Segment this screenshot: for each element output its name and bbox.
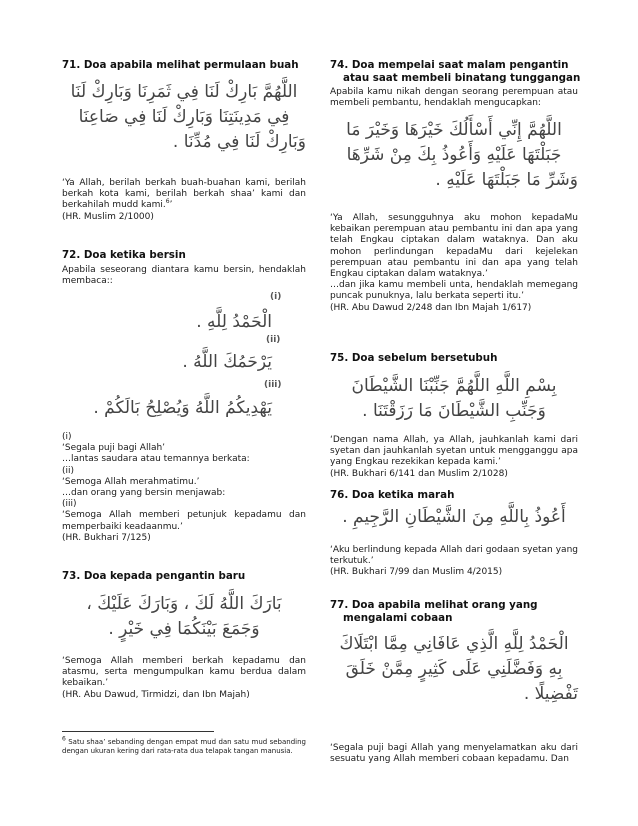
arabic-line: الْحَمْدُ لِلَّهِ الَّذِي عَافَانِي مِمَّا ابْتَلَاكَ	[339, 634, 569, 654]
section-76-title: 76. Doa ketika marah	[330, 489, 455, 501]
section-74-translation	[330, 213, 578, 314]
footnote-ref: 6	[165, 198, 170, 206]
text-line: (ii)	[62, 465, 75, 476]
arabic-i: الْحَمْدُ لِلَّهِ .	[196, 312, 272, 332]
translation-text: ‘Ya Allah, sesungguhnya aku mohon kepadaMu kebaikan perempuan atau pembantu ini dan apa yang telah Engkau ciptakan dalam wataknya. Dan aku mohon perlindungan kepadaMu dari kejelekan perempuan atau pembantu ini dan apa yang telah Engkau ciptakan dalam wataknya.’	[330, 213, 578, 280]
section-76-translation	[330, 545, 578, 579]
section-77-arabic	[330, 632, 578, 707]
arabic-line: بَارَكَ اللَّهُ لَكَ ، وَبَارَكَ عَلَيْكَ ،	[86, 594, 282, 614]
section-73-arabic	[62, 592, 306, 642]
arabic-line: وَشَرِّ مَا جَبَلْتَهَا عَلَيْهِ .	[435, 170, 578, 190]
arabic-line: تَفْضِيلًا .	[523, 684, 578, 704]
arabic-line: اللَّهُمَّ بَارِكْ لَنَا فِي ثَمَرِنَا وَبَارِكْ لَنَا	[70, 82, 298, 102]
hadith-reference: (HR. Abu Dawud 2/248 dan Ibn Majah 1/617)	[330, 302, 532, 313]
translation-text: ‘Segala puji bagi Allah yang menyelamatkan aku dari sesuatu yang Allah memberi cobaan kepadamu. Dan	[330, 743, 578, 765]
text-line: …lantas saudara atau temannya berkata:	[62, 454, 250, 465]
hadith-reference: (HR. Abu Dawud, Tirmidzi, dan Ibn Majah)	[62, 689, 250, 700]
hadith-reference: (HR. Bukhari 7/125)	[62, 532, 151, 543]
footnote-divider	[62, 731, 214, 732]
section-74-intro: Apabila kamu nikah dengan seorang perempuan atau membeli pembantu, hendaklah mengucapkan:	[330, 87, 578, 109]
section-77-title: 77. Doa apabila melihat orang yang mengalami cobaan	[330, 599, 538, 624]
section-72-intro: Apabila seseorang diantara kamu bersin, hendaklah membaca::	[62, 265, 306, 287]
arabic-line: بِهِ وَفَضَّلَنِي عَلَى كَثِيرٍ مِمَّنْ خَلَقَ	[345, 659, 563, 679]
hadith-reference: (HR. Muslim 2/1000)	[62, 211, 154, 222]
footnote-number: 6	[62, 735, 66, 743]
text-line: ‘Segala puji bagi Allah’	[62, 443, 166, 454]
section-71-arabic	[62, 80, 306, 155]
arabic-line: وَبَارِكْ لَنَا فِي مُدِّنَا .	[172, 132, 306, 152]
arabic-line: وَجَنِّبِ الشَّيْطَانَ مَا رَزَقْتَنَا .	[362, 401, 546, 421]
text-line: ‘Semoga Allah memberi petunjuk kepadamu dan memperbaiki keadaanmu.’	[62, 510, 306, 532]
translation-text: …dan jika kamu membeli unta, hendaklah memegang puncak punuknya, lalu berkata seperti itu.’	[330, 280, 578, 302]
section-75-title: 75. Doa sebelum bersetubuh	[330, 352, 498, 364]
hadith-reference: (HR. Bukhari 7/99 dan Muslim 4/2015)	[330, 567, 503, 578]
section-77-translation	[330, 743, 578, 765]
section-75-translation	[330, 435, 578, 480]
section-71-title: 71. Doa apabila melihat permulaan buah	[62, 59, 299, 71]
arabic-line: وَجَمَعَ بَيْنَكُمَا فِي خَيْرٍ .	[108, 619, 260, 639]
label-ii: (ii)	[266, 335, 281, 345]
label-i: (i)	[270, 292, 282, 302]
arabic-ii: يَرْحَمُكَ اللَّهُ .	[182, 352, 272, 372]
text-line: (iii)	[62, 499, 77, 510]
section-73-translation	[62, 656, 306, 701]
text-line: (i)	[62, 432, 72, 442]
section-76-arabic: أَعُوذُ بِاللَّهِ مِنَ الشَّيْطَانِ الرَّجِيمِ .	[342, 507, 566, 527]
translation-text: ‘Dengan nama Allah, ya Allah, jauhkanlah kami dari syetan dan jauhkanlah syetan untuk mengganggu apa yang Engkau rezekikan kepada kami.’	[330, 435, 578, 468]
arabic-line: بِسْمِ اللَّهِ اللَّهُمَّ جَنِّبْنَا الشَّيْطَانَ	[351, 376, 557, 396]
section-75-arabic	[330, 374, 578, 424]
section-74-title: 74. Doa mempelai saat malam pengantin atau saat membeli binatang tunggangan	[330, 59, 581, 84]
text-line: ‘Semoga Allah merahmatimu.’	[62, 476, 200, 487]
footnote	[62, 735, 306, 756]
translation-text: ‘Ya Allah, berilah berkah buah-buahan kami, berilah berkah kota kami, berilah berkah shaa’ kami dan berkahilah mudd kami.	[62, 178, 306, 211]
translation-text: ‘Aku berlindung kepada Allah dari godaan syetan yang terkutuk.’	[330, 545, 578, 567]
label-iii: (iii)	[264, 380, 282, 390]
text-line: …dan orang yang bersin menjawab:	[62, 488, 226, 499]
section-74-arabic	[330, 118, 578, 193]
hadith-reference: (HR. Bukhari 6/141 dan Muslim 2/1028)	[330, 468, 508, 479]
arabic-iii: يَهْدِيكُمُ اللَّهُ وَيُصْلِحُ بَالَكُمْ .	[93, 398, 272, 418]
quote-mark: ’	[169, 200, 173, 211]
translation-text: ‘Semoga Allah memberi berkah kepadamu dan atasmu, serta mengumpulkan kamu berdua dalam kebaikan.’	[62, 656, 306, 689]
section-72-translation	[62, 432, 306, 544]
section-73-title: 73. Doa kepada pengantin baru	[62, 570, 246, 582]
arabic-line: فِي مَدِينَتِنَا وَبَارِكْ لَنَا فِي صَاعِنَا	[78, 107, 290, 127]
section-71-translation	[62, 178, 306, 223]
section-72-title: 72. Doa ketika bersin	[62, 249, 186, 261]
arabic-line: جَبَلْتَهَا عَلَيْهِ وَأَعُوذُ بِكَ مِنْ شَرِّهَا	[346, 145, 562, 165]
arabic-line: اللَّهُمَّ إِنِّي أَسْأَلُكَ خَيْرَهَا وَخَيْرَ مَا	[346, 120, 562, 140]
footnote-text: Satu shaa’ sebanding dengan empat mud dan satu mud sebanding dengan ukuran kering dari rata-rata dua telapak tangan manusia.	[62, 738, 306, 755]
